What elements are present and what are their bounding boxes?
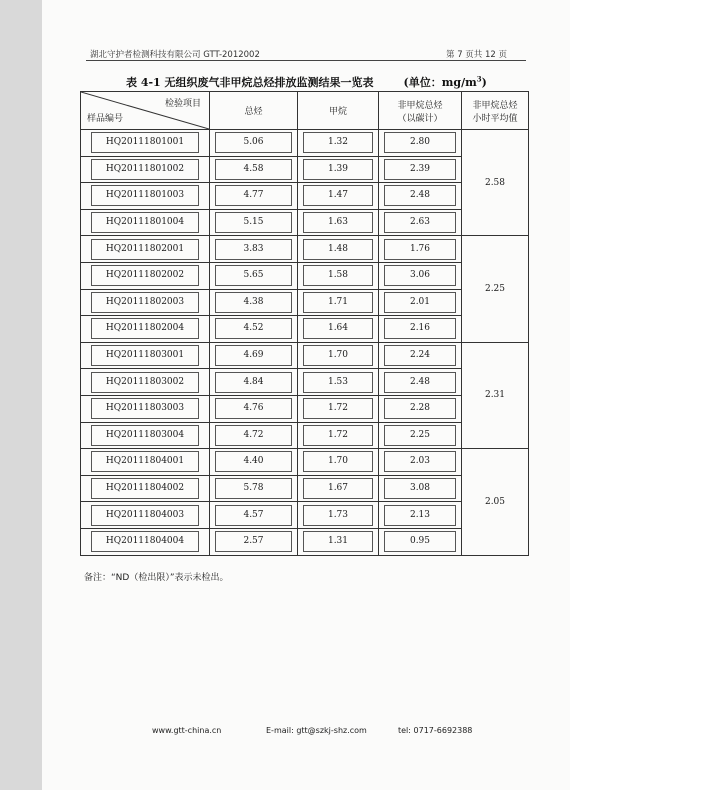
- cell-nmhc: 2.16: [384, 318, 457, 339]
- cell-hourly-average: 2.25: [462, 236, 529, 342]
- table-row: [81, 422, 529, 449]
- table-row: [81, 183, 529, 210]
- cell-total: 4.77: [215, 185, 292, 206]
- table-note: 备注：“ND（检出限）”表示未检出。: [84, 573, 229, 583]
- sample-id-cell: [81, 236, 210, 263]
- cell-methane-wrap: [298, 209, 379, 236]
- footer-phone: tel: 0717-6692388: [398, 726, 473, 735]
- cell-total: 4.52: [215, 318, 292, 339]
- cell-methane-wrap: [298, 289, 379, 316]
- corner-header-cell: [81, 92, 210, 130]
- cell-nmhc: 2.48: [384, 372, 457, 393]
- cell-nmhc: 2.28: [384, 398, 457, 419]
- cell-nmhc: 2.80: [384, 132, 457, 153]
- cell-total-wrap: [210, 236, 298, 263]
- cell-total-wrap: [210, 316, 298, 343]
- cell-nmhc: 2.48: [384, 185, 457, 206]
- table-row: [81, 262, 529, 289]
- cell-total: 4.76: [215, 398, 292, 419]
- sample-id-cell: [81, 156, 210, 183]
- cell-total: 5.15: [215, 212, 292, 233]
- sample-id-cell: [81, 475, 210, 502]
- cell-methane: 1.70: [303, 345, 374, 366]
- corner-item-label: 检验项目: [164, 99, 201, 109]
- cell-methane-wrap: [298, 422, 379, 449]
- sample-id: HQ20111803003: [91, 398, 200, 419]
- sample-id: HQ20111804001: [91, 451, 200, 472]
- sample-id-cell: [81, 289, 210, 316]
- cell-methane: 1.72: [303, 398, 374, 419]
- cell-nmhc-wrap: [379, 156, 462, 183]
- sample-id: HQ20111804004: [91, 531, 200, 552]
- sample-id-cell: [81, 183, 210, 210]
- sample-id: HQ20111803001: [91, 345, 200, 366]
- table-unit: (单位：$mg/m^3$): [403, 74, 487, 89]
- cell-hourly-average: 2.58: [462, 130, 529, 236]
- cell-total-wrap: [210, 342, 298, 369]
- sample-id: HQ20111802001: [91, 239, 200, 260]
- cell-total: 5.78: [215, 478, 292, 499]
- cell-methane: 1.31: [303, 531, 374, 552]
- cell-total: 4.38: [215, 292, 292, 313]
- cell-nmhc-wrap: [379, 475, 462, 502]
- scan-margin: [570, 0, 720, 790]
- cell-nmhc-wrap: [379, 449, 462, 476]
- cell-nmhc-wrap: [379, 236, 462, 263]
- sample-id-cell: [81, 422, 210, 449]
- cell-nmhc: 0.95: [384, 531, 457, 552]
- sample-id-cell: [81, 209, 210, 236]
- table-row: [81, 475, 529, 502]
- sample-id-cell: [81, 528, 210, 555]
- cell-methane-wrap: [298, 502, 379, 529]
- cell-methane: 1.67: [303, 478, 374, 499]
- cell-total: 5.06: [215, 132, 292, 153]
- cell-methane-wrap: [298, 528, 379, 555]
- cell-methane-wrap: [298, 183, 379, 210]
- cell-nmhc: 2.03: [384, 451, 457, 472]
- cell-total: 4.57: [215, 505, 292, 526]
- table-row: [81, 289, 529, 316]
- sample-id: HQ20111801002: [91, 159, 200, 180]
- cell-nmhc: 2.24: [384, 345, 457, 366]
- cell-methane-wrap: [298, 316, 379, 343]
- cell-nmhc-wrap: [379, 262, 462, 289]
- sample-id: HQ20111803002: [91, 372, 200, 393]
- sample-id-cell: [81, 449, 210, 476]
- cell-methane: 1.47: [303, 185, 374, 206]
- table-row: [81, 130, 529, 157]
- cell-methane: 1.39: [303, 159, 374, 180]
- cell-nmhc-wrap: [379, 395, 462, 422]
- table-row: [81, 502, 529, 529]
- header-page-number: 第 7 页共 12 页: [446, 50, 508, 60]
- cell-nmhc: 3.08: [384, 478, 457, 499]
- cell-total-wrap: [210, 422, 298, 449]
- cell-nmhc-wrap: [379, 316, 462, 343]
- sample-id-cell: [81, 395, 210, 422]
- footer-email: E-mail: gtt@szkj-shz.com: [266, 726, 367, 735]
- cell-methane: 1.71: [303, 292, 374, 313]
- cell-total: 2.57: [215, 531, 292, 552]
- cell-nmhc: 2.39: [384, 159, 457, 180]
- cell-total-wrap: [210, 528, 298, 555]
- cell-total-wrap: [210, 449, 298, 476]
- cell-total-wrap: [210, 262, 298, 289]
- cell-nmhc: 2.13: [384, 505, 457, 526]
- cell-methane-wrap: [298, 475, 379, 502]
- cell-total: 4.69: [215, 345, 292, 366]
- sample-id-cell: [81, 316, 210, 343]
- cell-methane-wrap: [298, 156, 379, 183]
- sample-id-cell: [81, 130, 210, 157]
- cell-total-wrap: [210, 183, 298, 210]
- table-title: [126, 74, 487, 90]
- cell-nmhc: 2.25: [384, 425, 457, 446]
- cell-nmhc: 2.01: [384, 292, 457, 313]
- cell-methane-wrap: [298, 395, 379, 422]
- cell-methane: 1.64: [303, 318, 374, 339]
- cell-methane-wrap: [298, 342, 379, 369]
- cell-nmhc-wrap: [379, 502, 462, 529]
- sample-id-cell: [81, 369, 210, 396]
- sample-id: HQ20111802002: [91, 265, 200, 286]
- cell-nmhc-wrap: [379, 289, 462, 316]
- cell-nmhc-wrap: [379, 422, 462, 449]
- sample-id: HQ20111804003: [91, 505, 200, 526]
- sample-id: HQ20111803004: [91, 425, 200, 446]
- cell-methane: 1.72: [303, 425, 374, 446]
- header-total-hydrocarbons: 总烃: [210, 92, 298, 130]
- cell-total-wrap: [210, 156, 298, 183]
- header-company: 湖北守护者检测科技有限公司 GTT-2012002: [90, 50, 260, 60]
- sample-id: HQ20111802003: [91, 292, 200, 313]
- cell-methane: 1.53: [303, 372, 374, 393]
- cell-total-wrap: [210, 130, 298, 157]
- sample-id-cell: [81, 262, 210, 289]
- cell-methane: 1.70: [303, 451, 374, 472]
- cell-nmhc-wrap: [379, 209, 462, 236]
- sample-id: HQ20111801001: [91, 132, 200, 153]
- cell-methane: 1.48: [303, 239, 374, 260]
- table-body: [81, 130, 529, 556]
- cell-nmhc-wrap: [379, 130, 462, 157]
- cell-hourly-average: 2.05: [462, 449, 529, 555]
- cell-total: 4.84: [215, 372, 292, 393]
- results-table: [80, 91, 529, 556]
- header-rule: [86, 60, 526, 61]
- header-methane: 甲烷: [298, 92, 379, 130]
- cell-nmhc-wrap: [379, 528, 462, 555]
- cell-methane-wrap: [298, 262, 379, 289]
- cell-nmhc-wrap: [379, 183, 462, 210]
- cell-hourly-average: 2.31: [462, 342, 529, 448]
- table-row: [81, 342, 529, 369]
- cell-total-wrap: [210, 209, 298, 236]
- sample-id: HQ20111801003: [91, 185, 200, 206]
- sample-id: HQ20111804002: [91, 478, 200, 499]
- cell-nmhc: 1.76: [384, 239, 457, 260]
- cell-methane-wrap: [298, 130, 379, 157]
- footer-website: www.gtt-china.cn: [152, 726, 222, 735]
- cell-total: 4.58: [215, 159, 292, 180]
- header-hourly-average: 非甲烷总烃 小时平均值: [462, 92, 529, 130]
- table-row: [81, 528, 529, 555]
- cell-methane: 1.58: [303, 265, 374, 286]
- sample-id-cell: [81, 342, 210, 369]
- sample-id-cell: [81, 502, 210, 529]
- cell-total: 4.72: [215, 425, 292, 446]
- cell-nmhc: 2.63: [384, 212, 457, 233]
- cell-nmhc-wrap: [379, 342, 462, 369]
- header-nmhc: 非甲烷总烃 （以碳计）: [379, 92, 462, 130]
- cell-nmhc-wrap: [379, 369, 462, 396]
- cell-total-wrap: [210, 369, 298, 396]
- cell-total-wrap: [210, 289, 298, 316]
- cell-total: 3.83: [215, 239, 292, 260]
- cell-methane-wrap: [298, 236, 379, 263]
- table-row: [81, 369, 529, 396]
- corner-sample-label: 样品编号: [87, 114, 124, 124]
- table-title-text: 表 4-1 无组织废气非甲烷总烃排放监测结果一览表: [126, 76, 374, 89]
- cell-total-wrap: [210, 475, 298, 502]
- sample-id: HQ20111802004: [91, 318, 200, 339]
- cell-methane: 1.32: [303, 132, 374, 153]
- cell-total: 4.40: [215, 451, 292, 472]
- table-row: [81, 395, 529, 422]
- table-row: [81, 316, 529, 343]
- table-row: [81, 209, 529, 236]
- cell-total: 5.65: [215, 265, 292, 286]
- table-header-row: [81, 92, 529, 130]
- table-row: [81, 156, 529, 183]
- cell-methane-wrap: [298, 449, 379, 476]
- cell-total-wrap: [210, 395, 298, 422]
- cell-methane: 1.73: [303, 505, 374, 526]
- table-row: [81, 236, 529, 263]
- cell-methane: 1.63: [303, 212, 374, 233]
- cell-nmhc: 3.06: [384, 265, 457, 286]
- cell-total-wrap: [210, 502, 298, 529]
- cell-methane-wrap: [298, 369, 379, 396]
- sample-id: HQ20111801004: [91, 212, 200, 233]
- table-row: [81, 449, 529, 476]
